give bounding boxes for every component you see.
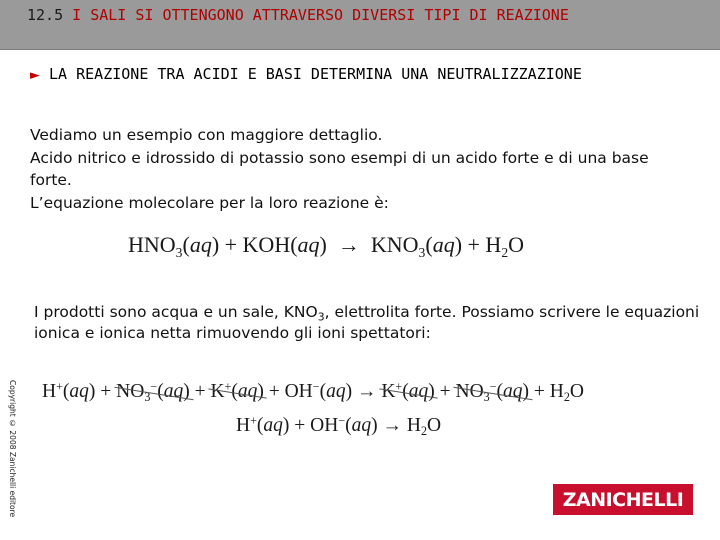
ionic-equation: $H^+(aq) + NO_3^-(aq) + K^+(aq) + OH^-(aq) \to K^+(aq) + NO_3^-(aq) + H_2O$ [42, 379, 584, 405]
net-ionic-equation: $H^+(aq) + OH^-(aq) \to H_2O$ [236, 413, 442, 439]
intro-line: Vediamo un esempio con maggiore dettaglio. [30, 126, 383, 144]
spectator-ion: K+(aq) [210, 379, 264, 402]
products-text [34, 302, 704, 344]
products-subscript: 3 [317, 310, 325, 324]
bullet-arrow-icon: ► [30, 68, 40, 83]
products-text-end: , elettrolita forte. Possiamo scrivere le equazioni ionica e ionica netta rimuovendo gli ioni spettatori: [34, 303, 700, 342]
copyright-notice: Copyright © 2008 Zanichelli editore [8, 380, 17, 518]
spectator-ion: $NO_3^-(aq)$ [455, 379, 530, 405]
slide-header [0, 0, 720, 50]
intro-line: Acido nitrico e idrossido di potassio sono esempi di un acido forte e di una base forte. [30, 148, 649, 189]
section-title: I SALI SI OTTENGONO ATTRAVERSO DIVERSI TIPI DI REAZIONE [72, 6, 569, 24]
slide-subtitle [30, 63, 630, 87]
spectator-ion: K+(aq) [381, 379, 435, 402]
intro-line: L’equazione molecolare per la loro reazione è: [30, 193, 389, 212]
intro-text [30, 124, 690, 214]
section-number: 12.5 [27, 6, 64, 24]
products-text-start: I prodotti sono acqua e un sale, KNO [34, 303, 318, 321]
slide-title [27, 5, 687, 25]
spectator-ion: $NO_3^-(aq)$ [116, 379, 190, 405]
zanichelli-logo: ZANICHELLI [553, 484, 693, 515]
molecular-equation: $HNO_3(aq) + KOH(aq) \to KNO_3(aq) + H_2O$ [128, 232, 525, 260]
subtitle-text: LA REAZIONE TRA ACIDI E BASI DETERMINA UNA NEUTRALIZZAZIONE [49, 65, 582, 83]
